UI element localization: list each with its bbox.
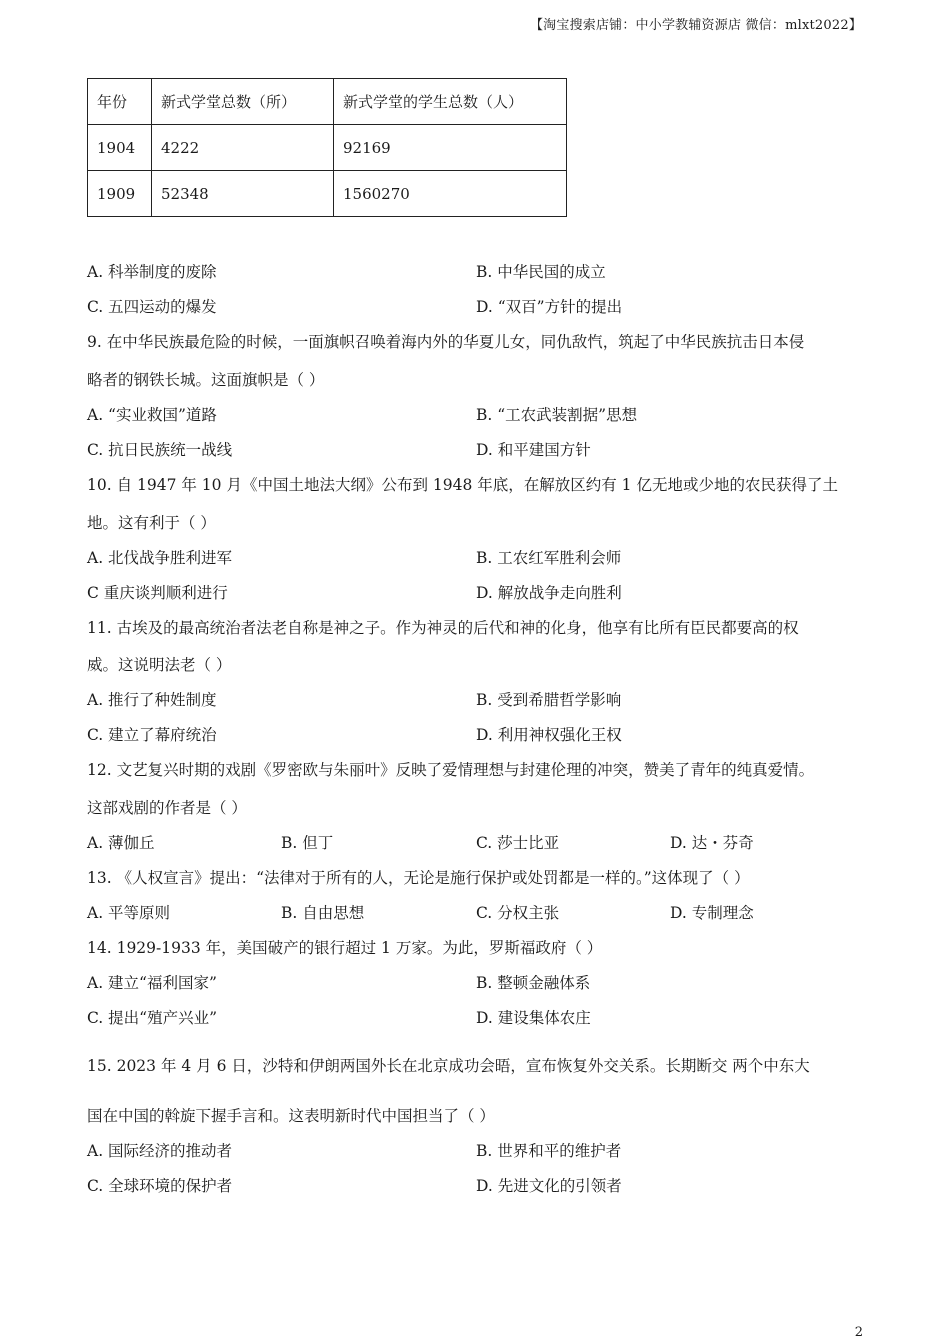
q15-option-d: D. 先进文化的引领者	[476, 1177, 622, 1195]
q9-option-a: A. “实业救国”道路	[87, 406, 217, 424]
q10-stem-line2: 地。这有利于（ ）	[87, 514, 216, 532]
q13-option-a: A. 平等原则	[87, 904, 171, 922]
page-number: 2	[854, 1325, 863, 1340]
table-cell: 1904	[88, 125, 152, 171]
q8-option-c: C. 五四运动的爆发	[87, 298, 217, 316]
q14-option-a: A. 建立“福利国家”	[87, 974, 217, 992]
q10-option-a: A. 北伐战争胜利进军	[87, 549, 233, 567]
table-header-row	[88, 79, 567, 125]
table-cell: 1560270	[334, 171, 567, 217]
q15-stem-line2: 国在中国的斡旋下握手言和。这表明新时代中国担当了（ ）	[87, 1107, 495, 1125]
q12-stem-line2: 这部戏剧的作者是（ ）	[87, 799, 247, 817]
q9-option-c: C. 抗日民族统一战线	[87, 441, 233, 459]
table-row	[88, 125, 567, 171]
table-header-cell: 新式学堂总数（所）	[152, 79, 334, 125]
q9-stem-line2: 略者的钢铁长城。这面旗帜是（ ）	[87, 371, 325, 389]
table-header-cell: 新式学堂的学生总数（人）	[334, 79, 567, 125]
q10-option-b: B. 工农红军胜利会师	[476, 549, 622, 567]
q12-option-c: C. 莎士比亚	[476, 834, 560, 852]
q15-option-c: C. 全球环境的保护者	[87, 1177, 233, 1195]
q15-stem-line1: 15. 2023 年 4 月 6 日，沙特和伊朗两国外长在北京成功会晤，宣布恢复外交关系。长期断交 两个中东大	[87, 1057, 810, 1075]
q11-stem-line1: 11. 古埃及的最高统治者法老自称是神之子。作为神灵的后代和神的化身，他享有比所有臣民都要高的权	[87, 619, 799, 637]
q9-option-d: D. 和平建国方针	[476, 441, 591, 459]
q12-option-a: A. 薄伽丘	[87, 834, 155, 852]
q13-stem: 13. 《人权宣言》提出：“法律对于所有的人，无论是施行保护或处罚都是一样的。”这体现了（ ）	[87, 869, 750, 887]
q13-option-c: C. 分权主张	[476, 904, 560, 922]
q10-option-d: D. 解放战争走向胜利	[476, 584, 622, 602]
q14-option-b: B. 整顿金融体系	[476, 974, 591, 992]
q11-option-c: C. 建立了幕府统治	[87, 726, 217, 744]
q15-option-a: A. 国际经济的推动者	[87, 1142, 233, 1160]
q12-stem-line1: 12. 文艺复兴时期的戏剧《罗密欧与朱丽叶》反映了爱情理想与封建伦理的冲突，赞美了青年的纯真爱情。	[87, 761, 815, 779]
table-row	[88, 171, 567, 217]
q14-stem: 14. 1929-1933 年，美国破产的银行超过 1 万家。为此，罗斯福政府（ ）	[87, 939, 603, 957]
q15-option-b: B. 世界和平的维护者	[476, 1142, 622, 1160]
q11-option-a: A. 推行了种姓制度	[87, 691, 217, 709]
q11-option-d: D. 利用神权强化王权	[476, 726, 622, 744]
q8-option-a: A. 科举制度的废除	[87, 263, 217, 281]
q13-option-b: B. 自由思想	[281, 904, 365, 922]
q9-option-b: B. “工农武装割据”思想	[476, 406, 638, 424]
q12-option-d: D. 达・芬奇	[670, 834, 754, 852]
q10-stem-line1: 10. 自 1947 年 10 月《中国土地法大纲》公布到 1948 年底，在解放区约有 1 亿无地或少地的农民获得了土	[87, 476, 838, 494]
page-header: 【淘宝搜索店铺：中小学教辅资源店 微信：mlxt2022】	[529, 18, 862, 33]
q8-option-d: D. “双百”方针的提出	[476, 298, 623, 316]
table-cell: 4222	[152, 125, 334, 171]
table-header-cell: 年份	[88, 79, 152, 125]
school-stats-table	[87, 78, 567, 217]
q11-option-b: B. 受到希腊哲学影响	[476, 691, 622, 709]
q11-stem-line2: 威。这说明法老（ ）	[87, 656, 232, 674]
q14-option-d: D. 建设集体农庄	[476, 1009, 591, 1027]
q10-option-c: C 重庆谈判顺利进行	[87, 584, 228, 602]
table-cell: 92169	[334, 125, 567, 171]
q8-option-b: B. 中华民国的成立	[476, 263, 606, 281]
q12-option-b: B. 但丁	[281, 834, 334, 852]
q14-option-c: C. 提出“殖产兴业”	[87, 1009, 218, 1027]
table-cell: 1909	[88, 171, 152, 217]
q13-option-d: D. 专制理念	[670, 904, 754, 922]
table-cell: 52348	[152, 171, 334, 217]
q9-stem-line1: 9. 在中华民族最危险的时候，一面旗帜召唤着海内外的华夏儿女，同仇敌忾，筑起了中华民族抗击日本侵	[87, 333, 805, 351]
